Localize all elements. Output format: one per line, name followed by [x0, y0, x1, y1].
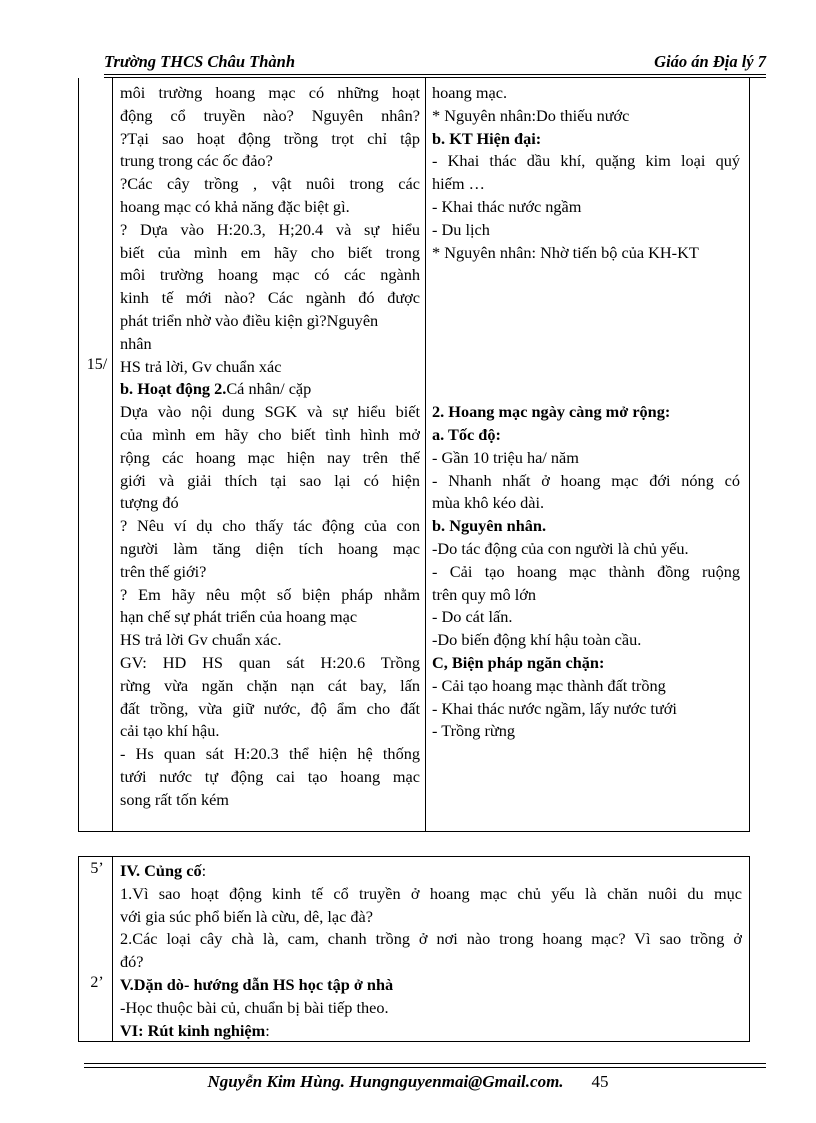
text-line: tưới nước tự động cai tạo hoang mạc	[120, 766, 420, 786]
section-heading: b. Nguyên nhân.	[432, 516, 547, 536]
text-line: rừng vừa ngăn chặn nạn cát bay, lấn	[120, 675, 420, 695]
section-heading: a. Tốc độ:	[432, 424, 501, 444]
activity-heading	[120, 378, 420, 401]
time-cell: 2’	[90, 974, 104, 991]
text-line: ? Dựa vào H:20.3, H;20.4 và sự hiểu	[120, 219, 420, 239]
time-cell: 15/	[86, 356, 108, 373]
blank-line	[432, 378, 740, 401]
header-rule	[104, 74, 766, 75]
text-line: -Do tác động của con người là chủ yếu.	[432, 538, 689, 558]
text-line: - Nhanh nhất ở hoang mạc đới nóng có	[432, 470, 740, 490]
footer-rule	[84, 1067, 766, 1068]
text-line: môi trường hoang mạc có những hoạt	[120, 83, 420, 102]
text-line: trên thế giới?	[120, 561, 207, 581]
text-line: ?Tại sao hoạt động trồng trọt chỉ tập	[120, 128, 420, 148]
text-line: của mình em hãy cho biết tình hình mở	[120, 424, 420, 444]
text-line: - Cải tạo hoang mạc thành đất trồng	[432, 675, 666, 695]
summary-column	[120, 860, 742, 1042]
text-line: người làm tăng diện tích hoang mạc	[120, 538, 420, 558]
text-line: phát triển nhờ vào điều kiện gì?Nguyên	[120, 310, 379, 330]
text-line: - Do cát lấn.	[432, 607, 513, 627]
text-line: trên quy mô lớn	[432, 584, 537, 604]
page-footer	[0, 1072, 816, 1092]
text-line: trung trong các ốc đảo?	[120, 151, 273, 171]
text-line: - Khai thác nước ngầm, lấy nước tưới	[432, 698, 677, 718]
text-line: 2.Các loại cây chà là, cam, chanh trồng ở nơi nào trong hoang mạc? Vì sao trồng ở	[120, 929, 742, 949]
text-line: đó?	[120, 952, 144, 972]
text-line: - Khai thác dầu khí, quặng kim loại quý	[432, 151, 740, 171]
section-heading: b. KT Hiện đại:	[432, 128, 542, 148]
text-line: rộng các hoang mạc hiện nay trên thế	[120, 447, 420, 467]
column-divider	[112, 78, 113, 831]
text-line: giới và giải thích tại sao lại có hiện	[120, 470, 420, 490]
text-line: 1.Vì sao hoạt động kinh tế cổ truyền ở hoang mạc chủ yếu là chăn nuôi du mục	[120, 883, 742, 903]
text-line: hoang mạc có khả năng đặc biệt gì.	[120, 196, 350, 216]
section-heading-split	[120, 1020, 742, 1043]
text-line: HS trả lời Gv chuẩn xác.	[120, 630, 282, 650]
author-email: Nguyễn Kim Hùng. Hungnguyenmai@Gmail.com.	[207, 1072, 564, 1091]
text-line: ?Các cây trồng , vật nuôi trong các	[120, 174, 420, 194]
blank-line	[432, 356, 740, 379]
text-line: động cổ truyền nào? Nguyên nhân?	[120, 105, 420, 125]
text-line: HS trả lời, Gv chuẩn xác	[120, 356, 282, 376]
section-heading: V.Dặn dò- hướng dẫn HS học tập ở nhà	[120, 974, 394, 994]
footer-rule-thin	[84, 1063, 766, 1064]
text-line: song rất tốn kém	[120, 789, 229, 809]
blank-line	[432, 310, 740, 333]
text-line: hạn chế sự phát triển của hoang mạc	[120, 607, 358, 627]
activities-column	[120, 82, 420, 812]
text-line: cải tạo khí hậu.	[120, 721, 220, 741]
page-header	[104, 52, 766, 74]
text-line: * Nguyên nhân: Nhờ tiến bộ của KH-KT	[432, 242, 699, 262]
section-heading: 2. Hoang mạc ngày càng mở rộng:	[432, 402, 671, 422]
text-line: -Do biến động khí hậu toàn cầu.	[432, 630, 642, 650]
activity-heading-bold: b. Hoạt động 2.	[120, 379, 227, 399]
text-line: nhân	[120, 333, 152, 353]
school-name: Trường THCS Châu Thành	[104, 52, 295, 71]
section-heading-split	[120, 860, 742, 883]
text-line: - Gần 10 triệu ha/ năm	[432, 447, 579, 467]
column-divider	[112, 857, 113, 1041]
text-line: ? Nêu ví dụ cho thấy tác động của con	[120, 516, 420, 536]
column-divider	[425, 78, 426, 831]
page-number: 45	[591, 1072, 609, 1091]
blank-line	[432, 264, 740, 287]
blank-line	[432, 333, 740, 356]
text-line: Dựa vào nội dung SGK và sự hiểu biết	[120, 402, 420, 422]
text-line: GV: HD HS quan sát H:20.6 Trồng	[120, 652, 420, 672]
text-line: - Hs quan sát H:20.3 thể hiện hệ thống	[120, 744, 420, 764]
text-line: - Trồng rừng	[432, 721, 516, 741]
text-line: * Nguyên nhân:Do thiếu nước	[432, 105, 630, 125]
heading-bold: IV. Củng cố	[120, 861, 202, 880]
heading-rest: :	[201, 861, 207, 880]
text-line: đất trồng, vừa giữ nước, độ ẩm cho đất	[120, 698, 420, 718]
text-line: kinh tế mới nào? Các ngành đó được	[120, 288, 420, 308]
activity-heading-rest: Cá nhân/ cặp	[226, 379, 312, 399]
text-line: biết của mình em hãy cho biết trong	[120, 242, 420, 262]
section-heading: C, Biện pháp ngăn chặn:	[432, 652, 605, 672]
text-line: ? Em hãy nêu một số biện pháp nhằm	[120, 584, 420, 604]
text-line: hiếm …	[432, 174, 485, 194]
text-line: với gia súc phổ biến là cừu, dê, lạc đà?	[120, 906, 373, 926]
text-line: - Cải tạo hoang mạc thành đồng ruộng	[432, 561, 740, 581]
text-line: -Học thuộc bài củ, chuẩn bị bài tiếp theo.	[120, 997, 389, 1017]
text-line: tượng đó	[120, 493, 179, 513]
text-line: - Du lịch	[432, 219, 490, 239]
content-column	[432, 82, 740, 743]
blank-line	[432, 287, 740, 310]
subject-title: Giáo án Địa lý 7	[654, 52, 766, 71]
text-line: - Khai thác nước ngầm	[432, 196, 582, 216]
text-line: mùa khô kéo dài.	[432, 493, 545, 513]
heading-rest: :	[265, 1020, 270, 1040]
text-line: hoang mạc.	[432, 83, 508, 102]
time-cell: 5’	[90, 860, 104, 877]
heading-bold: VI: Rút kinh nghiệm	[120, 1020, 266, 1040]
text-line: môi trường hoang mạc có các ngành	[120, 265, 420, 285]
